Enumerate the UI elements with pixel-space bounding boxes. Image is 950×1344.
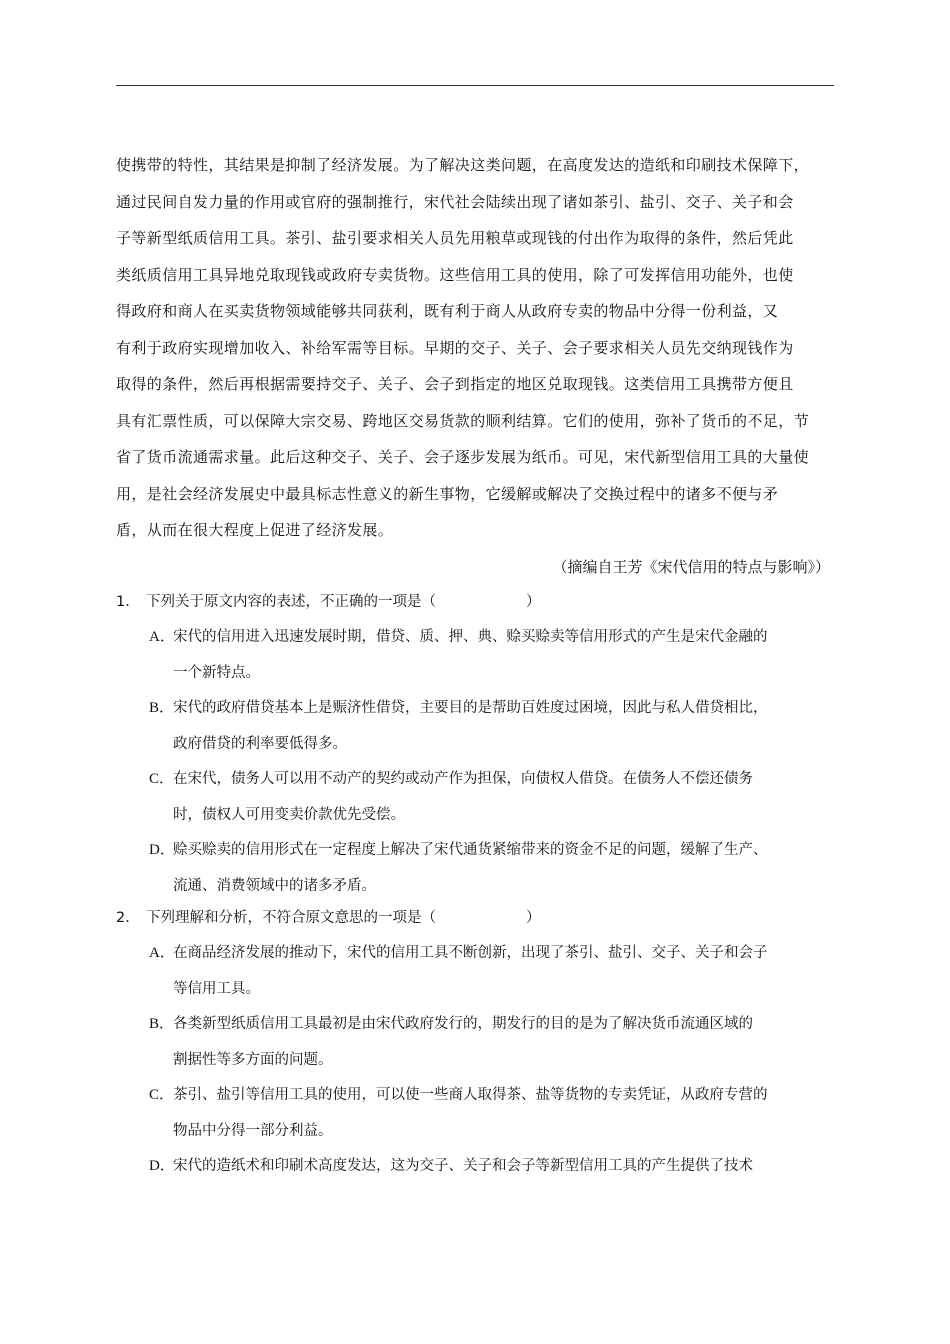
passage-line: 盾，从而在很大程度上促进了经济发展。 [116,521,394,539]
option-b[interactable] [149,1007,768,1078]
question-text-end: ） [526,910,541,926]
reading-passage [116,147,836,549]
option-text-cont: 物品中分得一部分利益。 [173,1122,333,1139]
passage-line: 得政府和商人在买卖货物领域能够共同获利，既有利于商人从政府专卖的物品中分得一份利益，又 [116,302,779,320]
passage-line: 使携带的特性，其结果是抑制了经济发展。为了解决这类问题，在高度发达的造纸和印刷技术保障下， [116,156,810,174]
passage-line: 有利于政府实现增加收入、补给军需等目标。早期的交子、关子、会子要求相关人员先交纳现钱作为 [116,338,794,357]
passage-line: 省了货币流通需求量。此后这种交子、关子、会子逐步发展为纸币。可见，宋代新型信用工具的大量使 [116,448,810,466]
option-letter: A． [149,629,175,645]
question-2 [116,900,768,1185]
question-text: 下列理解和分析，不符合原文意思的一项是（ [146,910,436,926]
passage-line: 通过民间自发力量的作用或官府的强制推行，宋代社会陆续出现了诸如茶引、盐引、交子、关子和会 [116,192,794,211]
option-text: 在商品经济发展的推动下，宋代的信用工具不断创新，出现了茶引、盐引、交子、关子和会子 [173,945,768,961]
option-text-cont: 一个新特点。 [173,664,260,681]
option-c[interactable] [149,762,768,833]
question-stem [116,584,768,620]
option-text-cont: 流通、消费领域中的诸多矛盾。 [173,877,376,894]
option-text-cont: 等信用工具。 [173,980,260,997]
option-d[interactable] [149,833,768,904]
question-text: 下列关于原文内容的表述，不正确的一项是（ [146,594,436,610]
option-d[interactable] [149,1149,768,1185]
passage-line: 类纸质信用工具异地兑取现钱或政府专卖货物。这些信用工具的使用，除了可发挥信用功能外，也使 [116,265,794,284]
question-text-end: ） [526,594,541,610]
option-text-cont: 时，债权人可用变卖价款优先受偿。 [173,806,405,823]
option-text-cont: 割据性等多方面的问题。 [173,1051,333,1068]
question-stem [116,900,768,936]
option-letter: B． [149,700,175,716]
option-letter: D． [149,1158,175,1174]
option-letter: B． [149,1016,175,1032]
passage-line: 取得的条件，然后再根据需要持交子、关子、会子到指定的地区兑取现钱。这类信用工具携带方便且 [116,375,794,393]
option-text: 各类新型纸质信用工具最初是由宋代政府发行的，期发行的目的是为了解决货币流通区域的 [173,1016,753,1032]
option-text: 赊买赊卖的信用形式在一定程度上解决了宋代通货紧缩带来的资金不足的问题，缓解了生产、 [173,842,768,858]
header-rule [116,85,834,86]
question-1 [116,584,768,904]
option-letter: A． [149,945,175,961]
option-c[interactable] [149,1078,768,1149]
option-text: 宋代的政府借贷基本上是赈济性借贷，主要目的是帮助百姓度过困境，因此与私人借贷相比， [173,700,768,716]
option-b[interactable] [149,691,768,762]
option-text: 宋代的造纸术和印刷术高度发达，这为交子、关子和会子等新型信用工具的产生提供了技术 [173,1158,753,1174]
option-a[interactable] [149,936,768,1007]
passage-line: 子等新型纸质信用工具。茶引、盐引要求相关人员先用粮草或现钱的付出作为取得的条件，然后凭此 [116,229,794,247]
option-text-cont: 政府借贷的利率要低得多。 [173,735,347,752]
question-number: 2． [116,910,140,926]
option-letter: C． [149,1087,175,1103]
passage-line: 用，是社会经济发展史中最具标志性意义的新生事物，它缓解或解决了交换过程中的诸多不便与矛 [116,484,779,503]
passage-line: 具有汇票性质，可以保障大宗交易、跨地区交易货款的顺利结算。它们的使用，弥补了货币的不足，节 [116,411,810,430]
option-letter: C． [149,771,175,787]
option-a[interactable] [149,620,768,691]
option-letter: D． [149,842,175,858]
question-number: 1． [116,594,140,610]
passage-source: （摘编自王芳《宋代信用的特点与影响》） [552,558,830,576]
option-text: 在宋代，债务人可以用不动产的契约或动产作为担保，向债权人借贷。在债务人不偿还债务 [173,771,753,787]
option-text: 茶引、盐引等信用工具的使用，可以使一些商人取得茶、盐等货物的专卖凭证，从政府专营的 [173,1087,768,1103]
option-text: 宋代的信用进入迅速发展时期，借贷、质、押、典、赊买赊卖等信用形式的产生是宋代金融的 [173,629,768,645]
